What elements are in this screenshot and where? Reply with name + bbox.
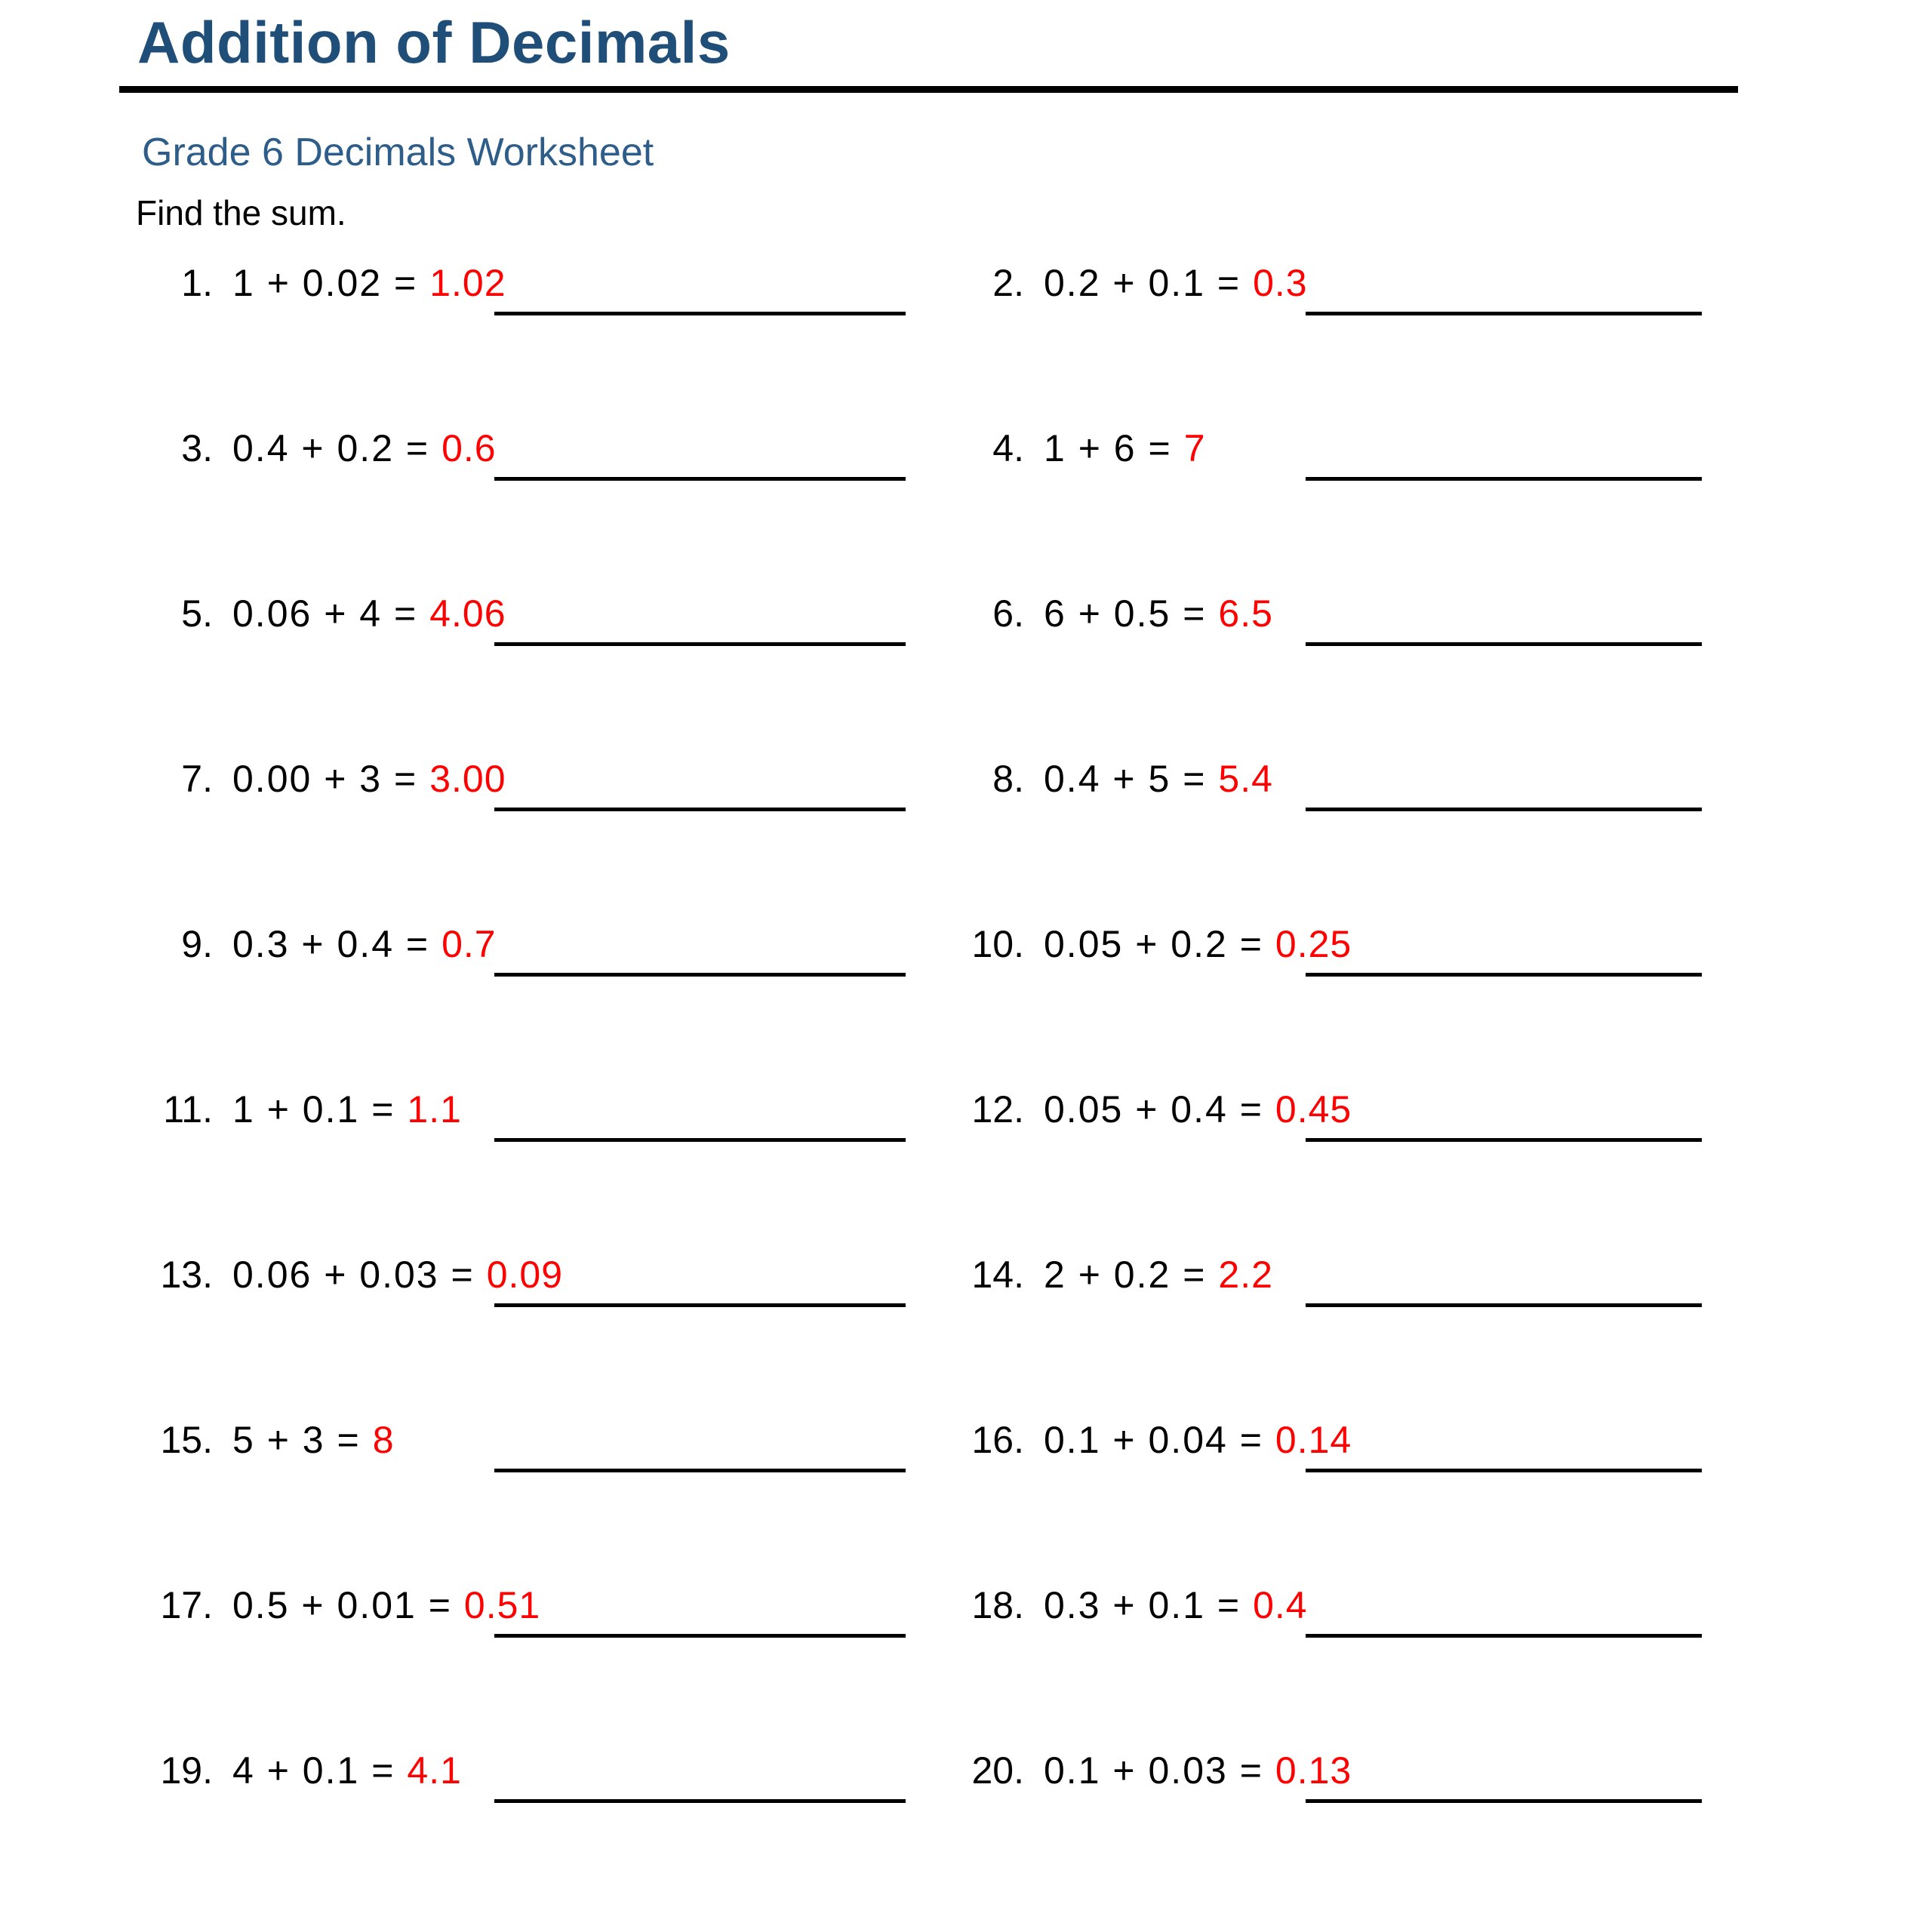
problem-expression: 6 + 0.5 = [1044, 592, 1207, 635]
problem-row [0, 591, 1932, 756]
problem-answer[interactable]: 0.4 [1253, 1584, 1308, 1626]
problem-row [0, 1087, 1932, 1252]
answer-blank-line[interactable] [494, 1303, 906, 1307]
answer-blank-line[interactable] [1306, 1138, 1702, 1142]
problem-number: 11. [163, 1088, 213, 1131]
problem-row [0, 1583, 1932, 1748]
answer-blank-line[interactable] [494, 312, 906, 315]
answer-blank-line[interactable] [1306, 973, 1702, 977]
problem-expression: 1 + 0.02 = [232, 262, 418, 304]
problem-answer[interactable]: 6.5 [1218, 592, 1273, 635]
problem-expression: 0.4 + 0.2 = [232, 427, 430, 469]
problem-answer[interactable]: 8 [372, 1419, 395, 1461]
problem-number: 20. [971, 1749, 1024, 1792]
problem-expression: 1 + 0.1 = [232, 1088, 395, 1131]
problem-row [0, 426, 1932, 591]
problem-line [955, 1417, 1352, 1463]
problem-number: 16. [971, 1419, 1024, 1461]
problem-number: 3. [181, 427, 213, 469]
problem-item [955, 426, 1785, 531]
problem-item [143, 591, 974, 697]
problem-item [143, 1087, 974, 1192]
problem-line [143, 1583, 540, 1628]
answer-blank-line[interactable] [1306, 1799, 1702, 1803]
problem-item [143, 1748, 974, 1854]
problem-item [143, 756, 974, 862]
problem-answer[interactable]: 0.14 [1275, 1419, 1352, 1461]
answer-blank-line[interactable] [494, 973, 906, 977]
problem-expression: 0.3 + 0.1 = [1044, 1584, 1241, 1626]
problem-expression: 0.06 + 4 = [232, 592, 418, 635]
problem-item [955, 591, 1785, 697]
problem-number: 9. [181, 923, 213, 965]
answer-blank-line[interactable] [1306, 477, 1702, 481]
problem-answer[interactable]: 0.51 [463, 1584, 541, 1626]
problem-expression: 0.05 + 0.4 = [1044, 1088, 1263, 1131]
problem-expression: 5 + 3 = [232, 1419, 361, 1461]
problem-answer[interactable]: 4.1 [407, 1749, 462, 1792]
problem-answer[interactable]: 0.25 [1275, 923, 1352, 965]
answer-blank-line[interactable] [494, 1634, 906, 1638]
problem-line [143, 591, 506, 636]
answer-blank-line[interactable] [1306, 1469, 1702, 1472]
answer-blank-line[interactable] [1306, 312, 1702, 315]
problem-number: 7. [181, 758, 213, 800]
problem-row [0, 1252, 1932, 1417]
problem-row [0, 756, 1932, 921]
problem-expression: 4 + 0.1 = [232, 1749, 395, 1792]
problem-item [143, 260, 974, 366]
problem-answer[interactable]: 0.45 [1275, 1088, 1352, 1131]
problem-line [143, 1748, 462, 1793]
problem-answer[interactable]: 1.1 [407, 1088, 462, 1131]
problem-grid [0, 260, 1932, 1913]
problem-number: 15. [160, 1419, 213, 1461]
problem-row [0, 1748, 1932, 1913]
problem-line [955, 1583, 1308, 1628]
answer-blank-line[interactable] [1306, 642, 1702, 646]
problem-item [955, 1417, 1785, 1523]
problem-answer[interactable]: 0.7 [441, 923, 497, 965]
answer-blank-line[interactable] [1306, 1634, 1702, 1638]
problem-line [143, 756, 506, 801]
problem-answer[interactable]: 4.06 [429, 592, 506, 635]
answer-blank-line[interactable] [494, 1799, 906, 1803]
problem-expression: 0.00 + 3 = [232, 758, 418, 800]
problem-item [955, 1748, 1785, 1854]
problem-answer[interactable]: 2.2 [1218, 1254, 1273, 1296]
problem-row [0, 921, 1932, 1087]
problem-line [143, 1417, 395, 1463]
answer-blank-line[interactable] [494, 642, 906, 646]
problem-expression: 2 + 0.2 = [1044, 1254, 1207, 1296]
instruction-text: Find the sum. [136, 193, 346, 232]
problem-expression: 0.3 + 0.4 = [232, 923, 430, 965]
problem-answer[interactable]: 7 [1183, 427, 1206, 469]
answer-blank-line[interactable] [494, 477, 906, 481]
problem-line [955, 1252, 1273, 1297]
problem-expression: 0.05 + 0.2 = [1044, 923, 1263, 965]
problem-answer[interactable]: 0.13 [1275, 1749, 1352, 1792]
problem-expression: 0.4 + 5 = [1044, 758, 1207, 800]
problem-item [143, 1583, 974, 1688]
problem-line [955, 591, 1273, 636]
problem-answer[interactable]: 5.4 [1218, 758, 1273, 800]
problem-expression: 1 + 6 = [1044, 427, 1172, 469]
problem-expression: 0.06 + 0.03 = [232, 1254, 475, 1296]
problem-expression: 0.5 + 0.01 = [232, 1584, 452, 1626]
problem-answer[interactable]: 0.09 [486, 1254, 564, 1296]
worksheet-subtitle: Grade 6 Decimals Worksheet [142, 131, 654, 174]
problem-line [955, 921, 1352, 967]
problem-item [143, 921, 974, 1027]
answer-blank-line[interactable] [1306, 1303, 1702, 1307]
problem-line [143, 921, 497, 967]
problem-answer[interactable]: 0.6 [441, 427, 497, 469]
problem-item [955, 1252, 1785, 1358]
problem-row [0, 1417, 1932, 1583]
problem-item [955, 1087, 1785, 1192]
problem-expression: 0.1 + 0.04 = [1044, 1419, 1263, 1461]
answer-blank-line[interactable] [494, 808, 906, 811]
problem-answer[interactable]: 1.02 [429, 262, 506, 304]
problem-number: 13. [160, 1254, 213, 1296]
problem-expression: 0.2 + 0.1 = [1044, 262, 1241, 304]
problem-number: 4. [992, 427, 1024, 469]
problem-line [955, 260, 1308, 306]
problem-line [955, 426, 1206, 471]
problem-item [143, 426, 974, 531]
problem-item [955, 1583, 1785, 1688]
problem-line [143, 260, 506, 306]
problem-row [0, 260, 1932, 426]
problem-number: 10. [971, 923, 1024, 965]
problem-number: 1. [181, 262, 213, 304]
problem-line [955, 1748, 1352, 1793]
problem-item [143, 1252, 974, 1358]
answer-blank-line[interactable] [1306, 808, 1702, 811]
answer-blank-line[interactable] [494, 1469, 906, 1472]
answer-blank-line[interactable] [494, 1138, 906, 1142]
problem-expression: 0.1 + 0.03 = [1044, 1749, 1263, 1792]
problem-item [955, 756, 1785, 862]
problem-number: 17. [160, 1584, 213, 1626]
problem-item [955, 921, 1785, 1027]
problem-line [955, 756, 1273, 801]
problem-number: 6. [992, 592, 1024, 635]
problem-number: 14. [971, 1254, 1024, 1296]
problem-line [143, 1252, 563, 1297]
problem-answer[interactable]: 0.3 [1253, 262, 1308, 304]
title-divider [119, 86, 1738, 93]
problem-item [955, 260, 1785, 366]
problem-line [143, 426, 497, 471]
problem-number: 8. [992, 758, 1024, 800]
problem-number: 19. [160, 1749, 213, 1792]
page-title: Addition of Decimals [137, 9, 731, 75]
problem-answer[interactable]: 3.00 [429, 758, 506, 800]
problem-number: 12. [971, 1088, 1024, 1131]
problem-number: 5. [181, 592, 213, 635]
problem-number: 2. [992, 262, 1024, 304]
problem-line [955, 1087, 1352, 1132]
problem-number: 18. [971, 1584, 1024, 1626]
problem-item [143, 1417, 974, 1523]
problem-line [143, 1087, 462, 1132]
